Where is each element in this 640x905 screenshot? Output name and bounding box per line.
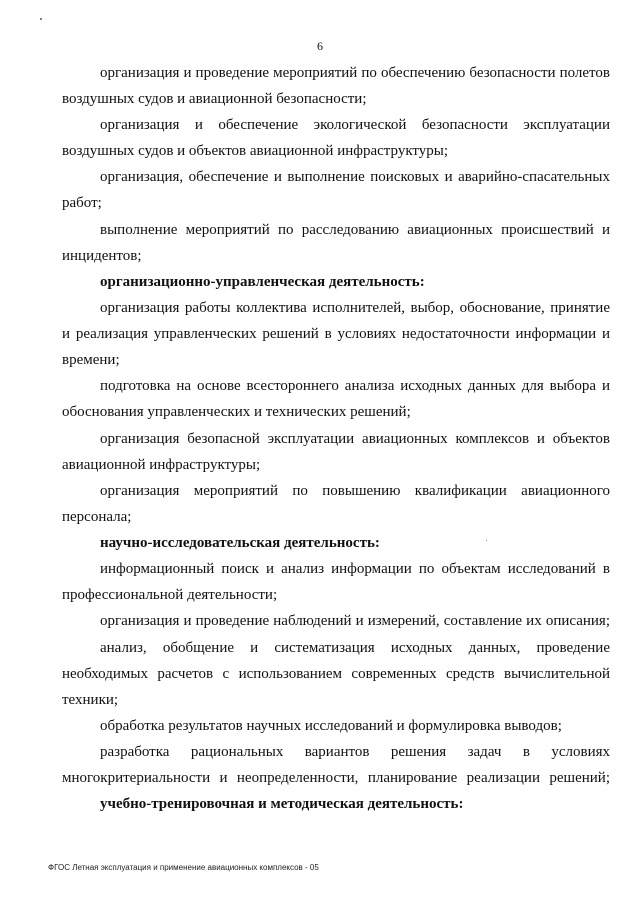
text-line: персонала; [62,509,132,525]
text-line: организация и обеспечение экологической безопасности эксплуатации [100,117,610,133]
scan-speck [486,540,487,541]
text-line: организация и проведение мероприятий по обеспечению безопасности полетов [100,65,610,81]
section-heading: научно-исследовательская деятельность: [100,535,380,551]
text-line: информационный поиск и анализ информации по объектам исследований в [100,561,610,577]
text-line: авиационной инфраструктуры; [62,457,261,473]
text-line: выполнение мероприятий по расследованию авиационных происшествий и [100,222,610,238]
text-line: организация мероприятий по повышению квалификации авиационного [100,483,610,499]
scan-speck [40,18,42,20]
text-line: воздушных судов и объектов авиационной инфраструктуры; [62,143,449,159]
text-line: организация и проведение наблюдений и измерений, составление их описания; [100,613,610,629]
text-line: анализ, обобщение и систематизация исходных данных, проведение [100,640,610,656]
text-line: воздушных судов и авиационной безопасности; [62,91,367,107]
text-line: необходимых расчетов с использованием современных средств вычислительной [62,666,610,682]
text-line: обработка результатов научных исследований и формулировка выводов; [100,718,562,734]
text-line: обоснования управленческих и технических решений; [62,404,411,420]
text-line: и реализация управленческих решений в условиях недостаточности информации и [62,326,610,342]
text-line: инцидентов; [62,248,142,264]
text-line: профессиональной деятельности; [62,587,278,603]
text-line: работ; [62,195,102,211]
text-line: организация безопасной эксплуатации авиационных комплексов и объектов [100,431,610,447]
section-heading: учебно-тренировочная и методическая деятельность: [100,796,464,812]
text-line: организация, обеспечение и выполнение поисковых и аварийно-спасательных [100,169,610,185]
page-number: 6 [317,39,323,53]
page-footer: ФГОС Летная эксплуатация и применение авиационных комплексов - 05 [48,863,319,872]
text-line: техники; [62,692,119,708]
text-line: организация работы коллектива исполнителей, выбор, обоснование, принятие [100,300,610,316]
text-line: разработка рациональных вариантов решения задач в условиях [100,744,610,760]
text-line: времени; [62,352,120,368]
text-line: многокритериальности и неопределенности, планирование реализации решений; [62,770,610,786]
text-line: подготовка на основе всестороннего анализа исходных данных для выбора и [100,378,610,394]
section-heading: организационно-управленческая деятельность: [100,274,425,290]
